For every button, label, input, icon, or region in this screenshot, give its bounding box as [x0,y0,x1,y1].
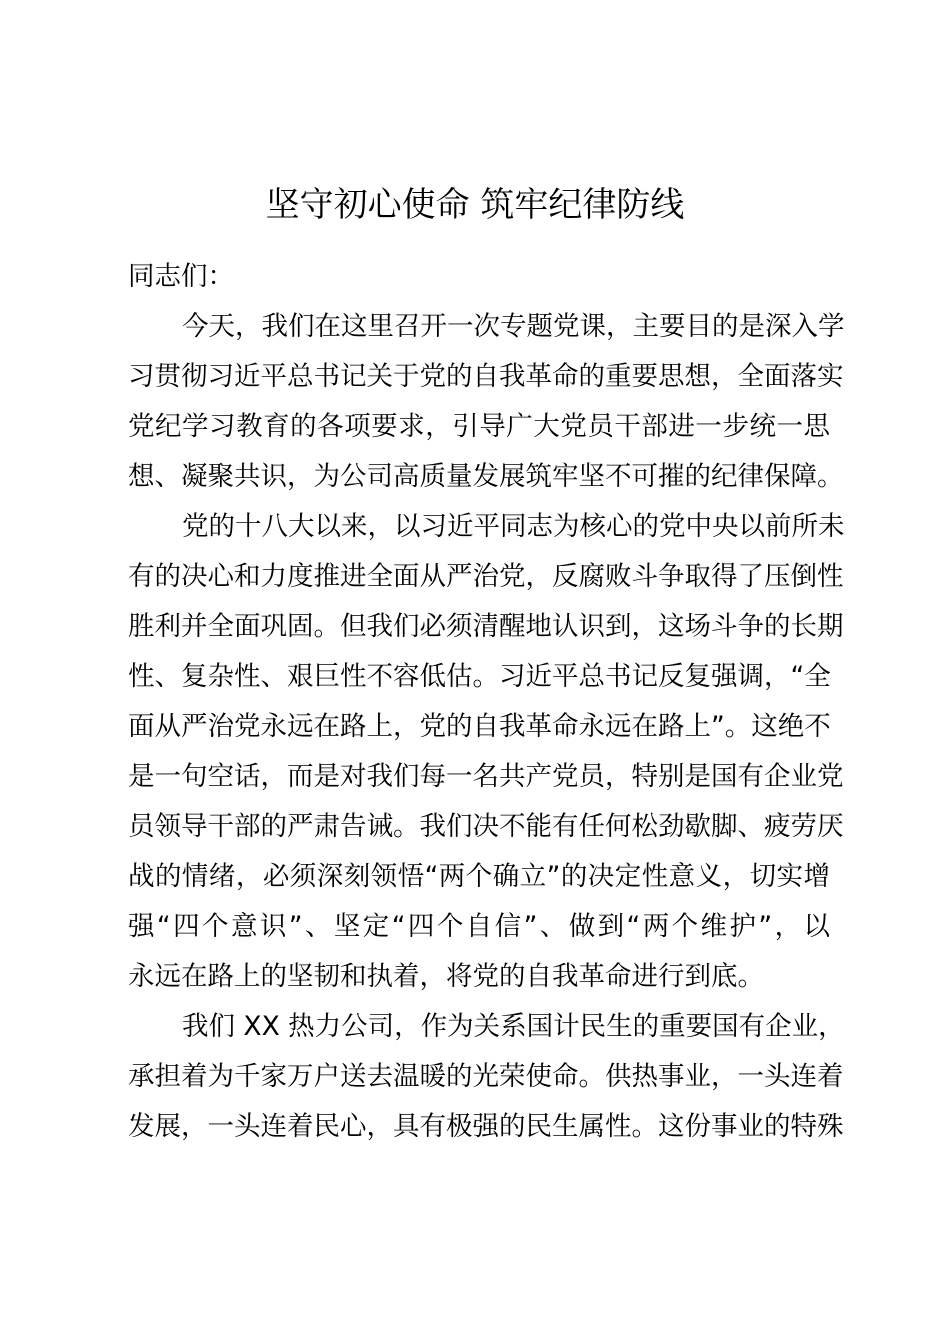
paragraph-line: 发展，一头连着民心，具有极强的民生属性。这份事业的特殊 [128,1111,844,1142]
paragraph-line: 胜利并全面巩固。但我们必须清醒地认识到，这场斗争的长期 [128,611,844,642]
paragraph-line: 性、复杂性、艰巨性不容低估。习近平总书记反复强调，“全 [128,661,831,692]
paragraph-line: 想、凝聚共识，为公司高质量发展筑牢坚不可摧的纪律保障。 [128,461,844,492]
paragraph-line: 党纪学习教育的各项要求，引导广大党员干部进一步统一思 [128,411,830,442]
paragraph-2 [128,502,845,1002]
paragraph-line: 永远在路上的坚韧和执着，将党的自我革命进行到底。 [128,961,764,992]
paragraph-line: 党的十八大以来，以习近平同志为核心的党中央以前所未 [182,511,845,542]
paragraph-line: 员领导干部的严肃告诫。我们决不能有任何松劲歇脚、疲劳厌 [128,811,844,842]
paragraph-1 [128,302,845,502]
paragraph-line: 是一句空话，而是对我们每一名共产党员，特别是国有企业党 [128,761,844,792]
paragraph-line: 今天，我们在这里召开一次专题党课，主要目的是深入学 [182,311,845,342]
paragraph-line: 强“四个意识”、坚定“四个自信”、做到“两个维护”，以 [128,911,830,942]
paragraph-3 [128,1002,845,1152]
paragraph-line: 面从严治党永远在路上，党的自我革命永远在路上”。这绝不 [128,711,831,742]
paragraph-line: 战的情绪，必须深刻领悟“两个确立”的决定性意义，切实增 [128,861,830,892]
paragraph-line: 我们 XX 热力公司，作为关系国计民生的重要国有企业， [182,1011,845,1042]
salutation: 同志们： [128,261,234,292]
document-body [128,252,845,1152]
paragraph-line: 有的决心和力度推进全面从严治党，反腐败斗争取得了压倒性 [128,561,844,592]
paragraph-line: 习贯彻习近平总书记关于党的自我革命的重要思想，全面落实 [128,361,844,392]
paragraph-line: 承担着为千家万户送去温暖的光荣使命。供热事业，一头连着 [128,1061,844,1092]
document-title: 坚守初心使命 筑牢纪律防线 [265,185,685,225]
